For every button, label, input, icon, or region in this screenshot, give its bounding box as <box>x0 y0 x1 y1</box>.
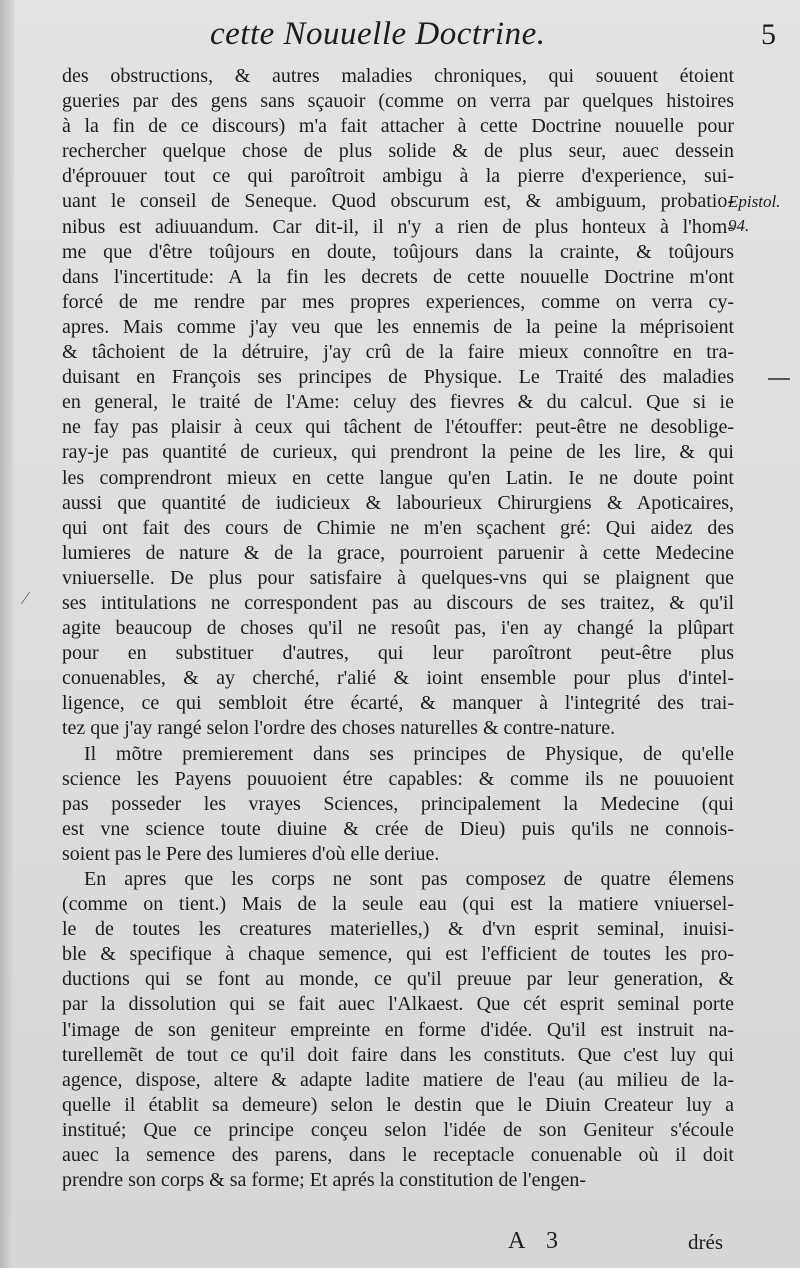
text-line: ble & specifique à chaque semence, qui est l'efficient de toutes les pro- <box>62 943 734 966</box>
text-line: par la dissolution qui se fait auec l'Alkaest. Que cét esprit seminal porte <box>62 993 734 1016</box>
text-line: nibus est adiuuandum. Car dit-il, il n'y a rien de plus honteux à l'hom- <box>62 215 734 238</box>
text-line: soient pas le Pere des lumieres d'où elle deriue. <box>62 842 440 865</box>
text-line: qui ont fait des cours de Chimie ne m'en sçachent gré: Qui aidez des <box>62 516 734 539</box>
text-line: ductions qui se font au monde, ce qu'il preuue par leur generation, & <box>62 968 734 991</box>
text-line: pas posseder les vrayes Sciences, principalement la Medecine (qui <box>62 792 734 815</box>
text-line: pour en substituer d'autres, qui leur paroîtront peut-être plus <box>62 642 734 665</box>
page-number: 5 <box>761 18 776 51</box>
text-line: lumieres de nature & de la grace, pourroient paruenir à cette Medecine <box>62 541 734 564</box>
text-line: en general, le traité de l'Ame: celuy des fievres & du calcul. Que si ie <box>62 391 734 414</box>
text-line: aussi que quantité de iudicieux & labourieux Chirurgiens & Apoticaires, <box>62 491 734 514</box>
text-line: science les Payens pouuoient étre capables: & comme ils ne pouuoient <box>62 767 734 790</box>
text-line: tez que j'ay rangé selon l'ordre des choses naturelles & contre-nature. <box>62 717 616 740</box>
margin-pen-mark: ⁄ <box>24 588 28 608</box>
text-line: le de toutes les creatures materielles,) & d'vn esprit seminal, inuisi- <box>62 918 734 941</box>
text-line: des obstructions, & autres maladies chroniques, qui souuent étoient <box>62 65 734 87</box>
text-line: à la fin de ce discours) m'a fait attacher à cette Doctrine nouuelle pour <box>62 115 734 138</box>
running-title: cette Nouuelle Doctrine. <box>210 16 546 52</box>
text-line: gueries par des gens sans sçauoir (comme on verra par quelques histoires <box>62 90 734 113</box>
text-line: En apres que les corps ne sont pas composez de quatre élemens <box>84 868 734 890</box>
text-line: prendre son corps & sa forme; Et aprés la constitution de l'engen- <box>62 1169 587 1192</box>
text-line: agite beaucoup de choses qu'il ne resoût pas, i'en ay changé la plûpart <box>62 617 734 640</box>
text-line: vniuerselle. De plus pour satisfaire à quelques-vns qui se plaignent que <box>62 566 734 589</box>
text-line: les comprendront mieux en cette langue qu'en Latin. Ie ne doute point <box>62 466 734 489</box>
text-line: conuenables, & ay cherché, r'alié & ioint ensemble pour plus d'intel- <box>62 667 734 690</box>
text-line: ray-je pas quantité de curieux, qui prendront la peine de les lire, & qui <box>62 441 734 464</box>
running-head <box>0 14 800 58</box>
page-footer <box>0 1228 800 1262</box>
text-line: me que d'être toûjours en doute, toûjours dans la crainte, & toûjours <box>62 240 734 263</box>
text-line: uant le conseil de Seneque. Quod obscurum est, & ambiguum, probatio- <box>62 190 734 213</box>
text-line: est vne science toute diuine & crée de Dieu) puis qu'ils ne connois- <box>62 817 734 840</box>
text-line: forcé de me rendre par mes propres experiences, comme on verra cy- <box>62 290 734 313</box>
text-line: Il mõtre premierement dans ses principes de Physique, de qu'elle <box>84 742 734 765</box>
text-line: agence, dispose, altere & adapte ladite matiere de l'eau (au milieu de la- <box>62 1068 734 1091</box>
margin-note <box>728 190 794 238</box>
text-line: l'image de son geniteur empreinte en forme d'idée. Qu'il est instruit na- <box>62 1018 734 1041</box>
text-line: turellemẽt de tout ce qu'il doit faire dans les constituts. Que c'est luy qui <box>62 1043 734 1066</box>
text-line: ligence, ce qui sembloit étre écarté, & manquer à l'integrité des trai- <box>62 692 734 715</box>
text-line: rechercher quelque chose de plus solide & de plus seur, auec dessein <box>62 140 734 163</box>
text-line: & tâchoient de la détruire, j'ay crû de la faire mieux connoître en tra- <box>62 341 734 364</box>
text-line: institué; Que ce principe conçeu selon l'idée de son Geniteur s'écoule <box>62 1118 734 1141</box>
text-line: (comme on tient.) Mais de la seule eau (qui est la matiere vniuersel- <box>62 893 734 916</box>
body-text <box>62 64 734 1193</box>
margin-note-line: Epistol. <box>728 192 781 211</box>
text-line: apres. Mais comme j'ay veu que les ennemis de la peine la méprisoient <box>62 315 734 338</box>
margin-dash-mark <box>768 378 790 380</box>
page-gutter-shadow <box>0 0 14 1268</box>
text-line: duisant en François ses principes de Physique. Le Traité des maladies <box>62 366 734 389</box>
catchword: drés <box>688 1230 723 1254</box>
signature-mark: A 3 <box>508 1228 567 1254</box>
text-line: auec la semence des parens, dans le receptacle conuenable où il doit <box>62 1144 734 1167</box>
text-line: ne fay pas plaisir à ceux qui tâchent de l'étouffer: peut-être ne desoblige- <box>62 416 734 439</box>
text-line: ses intitulations ne correspondent pas au discours de ses traitez, & qu'il <box>62 591 734 614</box>
text-line: dans l'incertitude: A la fin les decrets de cette nouuelle Doctrine m'ont <box>62 265 734 288</box>
margin-note-line: 94. <box>728 216 750 235</box>
text-line: quelle il établit sa demeure) selon le destin que le Diuin Createur luy a <box>62 1093 734 1116</box>
text-line: d'éprouuer tout ce qui paroîtroit ambigu à la pierre d'experience, sui- <box>62 165 734 188</box>
